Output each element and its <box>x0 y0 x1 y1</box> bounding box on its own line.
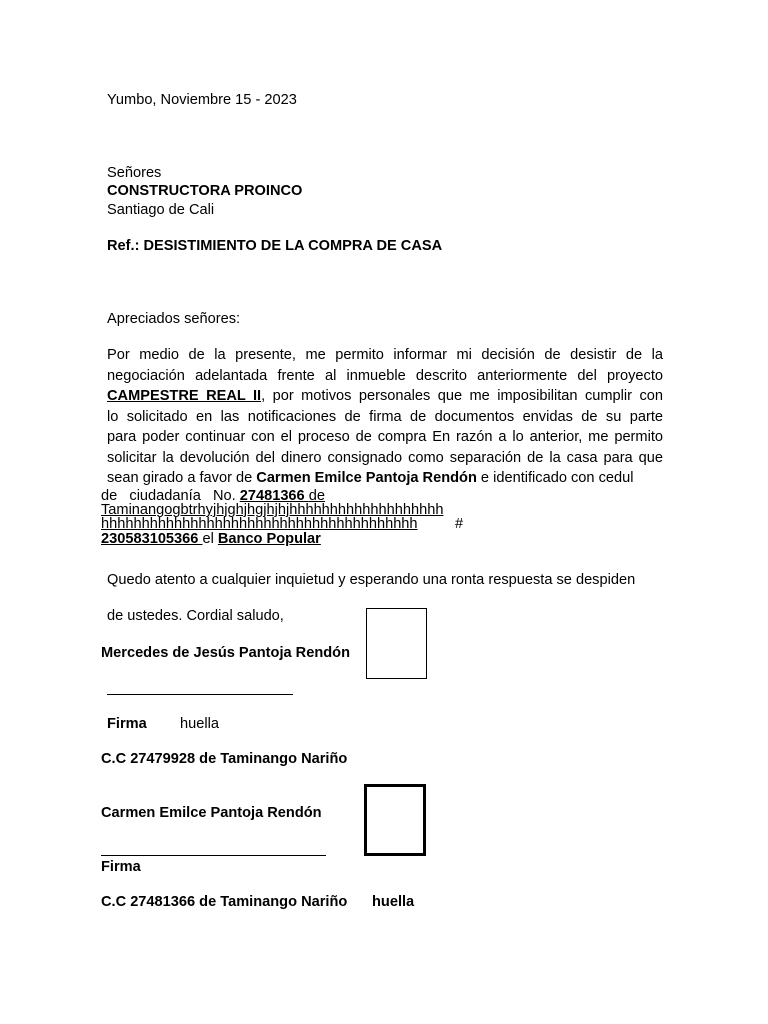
id-line-prefix: de ciudadanía No. <box>101 488 240 504</box>
filler-line-1: Taminangogbtrhyjhjghjhgjhjhjhhhhhhhhhhhhhhhhhhh <box>101 502 444 518</box>
hash-symbol: # <box>455 516 464 532</box>
signer1-firma-label: Firma <box>107 716 147 732</box>
signer2-huella-label: huella <box>372 894 415 910</box>
signer2-cc: C.C 27481366 de Taminango Nariño <box>101 894 348 910</box>
date-line: Yumbo, Noviembre 15 - 2023 <box>107 92 297 108</box>
body-text: sean girado a favor de <box>107 470 257 486</box>
bank-name: Banco Popular <box>217 531 321 547</box>
project-name: CAMPESTRE REAL II <box>107 388 262 404</box>
beneficiary-name: Carmen Emilce Pantoja Rendón <box>256 470 477 486</box>
signer1-name: Mercedes de Jesús Pantoja Rendón <box>101 645 350 661</box>
recipient-salutation: Señores <box>107 165 162 181</box>
account-line <box>101 531 321 548</box>
filler-line-2: hhhhhhhhhhhhhhhhhhhhhhhhhhhhhhhhhhhhhhh <box>101 516 418 532</box>
closing-line-2: de ustedes. Cordial saludo, <box>107 608 284 624</box>
body-text: e identificado con cedul <box>476 470 634 486</box>
body-line: para poder continuar con el proceso de compra En razón a lo anterior, me permito <box>107 429 663 445</box>
signer2-name: Carmen Emilce Pantoja Rendón <box>101 805 322 821</box>
signer2-fingerprint-box <box>364 784 426 856</box>
id-line-suffix: de <box>308 488 325 504</box>
reference-line: Ref.: DESISTIMIENTO DE LA COMPRA DE CASA <box>107 238 443 254</box>
body-line: negociación adelantada frente al inmueble descrito anteriormente del proyecto <box>107 367 663 384</box>
signer1-huella-label: huella <box>180 716 219 732</box>
signer1-fingerprint-box <box>366 608 427 679</box>
body-text: , por motivos personales que me imposibilitan cumplir con <box>261 388 663 404</box>
body-line: Por medio de la presente, me permito informar mi decisión de desistir de la <box>107 347 663 363</box>
body-line: solicitar la devolución del dinero consignado como separación de la casa para que <box>107 449 663 466</box>
recipient-city: Santiago de Cali <box>107 202 215 218</box>
signer1-cc: C.C 27479928 de Taminango Nariño <box>101 751 348 767</box>
account-number: 230583105366 <box>101 531 203 547</box>
signer1-signature-line <box>107 694 293 695</box>
letter-body <box>107 345 663 489</box>
signer2-signature-line <box>101 855 326 856</box>
body-line: lo solicitado en las notificaciones de firma de documentos envidas de su parte <box>107 408 663 425</box>
bank-connector: el <box>202 531 218 547</box>
id-number: 27481366 <box>239 488 309 504</box>
recipient-company: CONSTRUCTORA PROINCO <box>107 183 303 199</box>
closing-line-1: Quedo atento a cualquier inquietud y esperando una ronta respuesta se despiden <box>107 572 636 588</box>
greeting: Apreciados señores: <box>107 311 241 327</box>
signer2-firma-label: Firma <box>101 859 141 875</box>
body-line <box>107 386 663 407</box>
body-line <box>107 468 663 489</box>
